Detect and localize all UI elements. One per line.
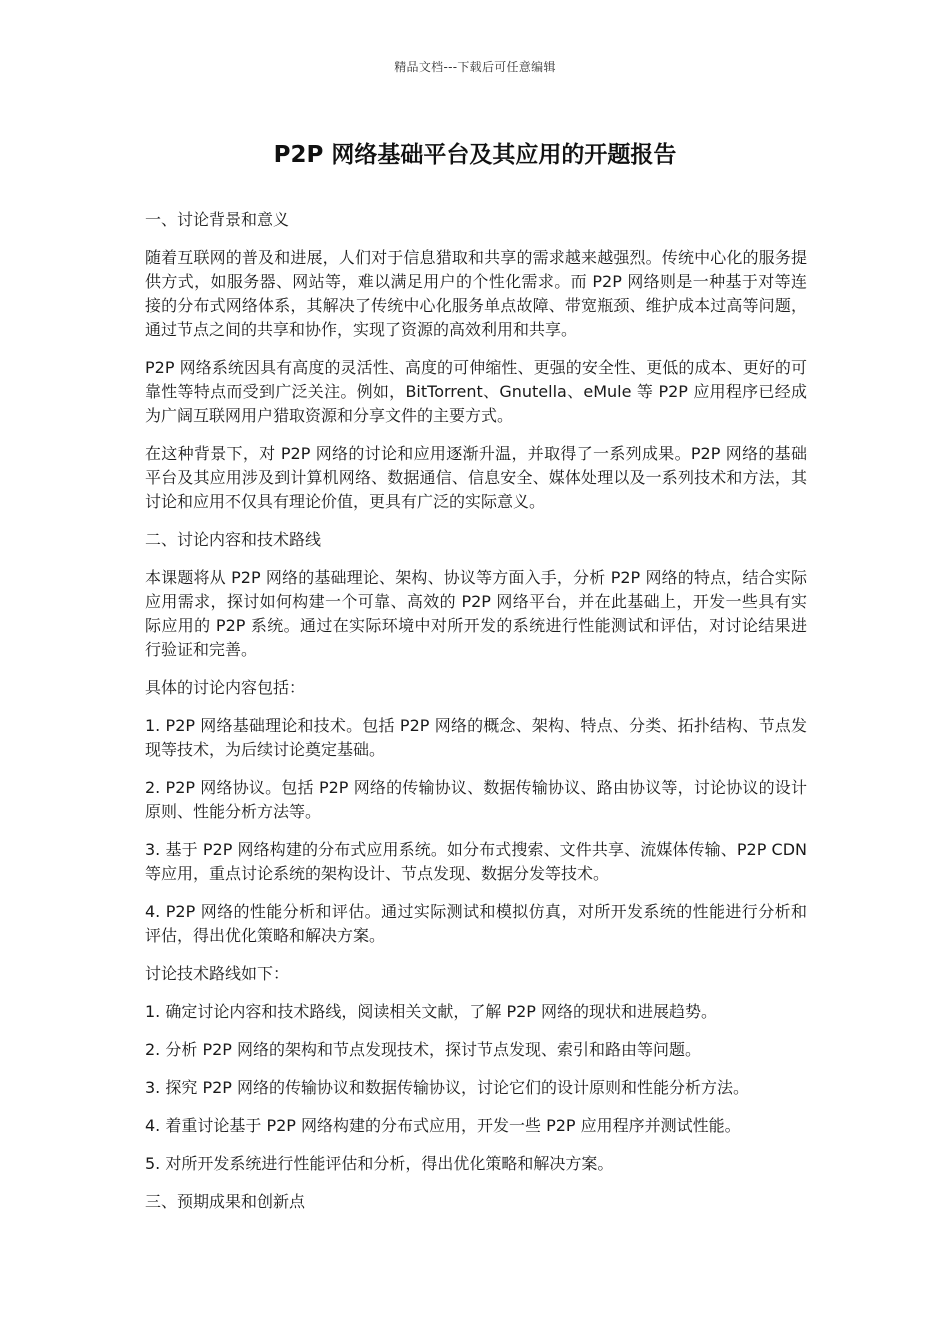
list-item: 4. 着重讨论基于 P2P 网络构建的分布式应用，开发一些 P2P 应用程序并测试性能。 [145,1116,741,1135]
paragraph: 讨论技术路线如下： [145,964,290,983]
paragraph: 具体的讨论内容包括： [145,678,306,697]
document-body [145,208,807,1228]
list-item: 3. 基于 P2P 网络构建的分布式应用系统。如分布式搜索、文件共享、流媒体传输、P2P CDN 等应用，重点讨论系统的架构设计、节点发现、数据分发等技术。 [145,840,807,883]
list-item: 2. P2P 网络协议。包括 P2P 网络的传输协议、数据传输协议、路由协议等，讨论协议的设计原则、性能分析方法等。 [145,778,807,821]
paragraph: P2P 网络系统因具有高度的灵活性、高度的可伸缩性、更强的安全性、更低的成本、更好的可靠性等特点而受到广泛关注。例如，BitTorrent、Gnutella、eMule 等 P2P 应用程序已经成为广阔互联网用户猎取资源和分享文件的主要方式。 [145,358,807,425]
section-heading-3: 三、预期成果和创新点 [145,1192,306,1211]
list-item: 1. P2P 网络基础理论和技术。包括 P2P 网络的概念、架构、特点、分类、拓扑结构、节点发现等技术，为后续讨论奠定基础。 [145,716,807,759]
section-heading-1: 一、讨论背景和意义 [145,210,290,229]
list-item: 3. 探究 P2P 网络的传输协议和数据传输协议，讨论它们的设计原则和性能分析方法。 [145,1078,750,1097]
paragraph: 本课题将从 P2P 网络的基础理论、架构、协议等方面入手，分析 P2P 网络的特点，结合实际应用需求，探讨如何构建一个可靠、高效的 P2P 网络平台，并在此基础上，开发一些具有实际应用的 P2P 系统。通过在实际环境中对所开发的系统进行性能测试和评估，对讨论结果进行验证和完善。 [145,568,807,659]
list-item: 5. 对所开发系统进行性能评估和分析，得出优化策略和解决方案。 [145,1154,614,1173]
page-title: P2P 网络基础平台及其应用的开题报告 [273,142,677,168]
list-item: 1. 确定讨论内容和技术路线，阅读相关文献，了解 P2P 网络的现状和进展趋势。 [145,1002,718,1021]
list-item: 4. P2P 网络的性能分析和评估。通过实际测试和模拟仿真，对所开发系统的性能进行分析和评估，得出优化策略和解决方案。 [145,902,807,945]
header-note: 精品文档---下载后可任意编辑 [394,60,556,74]
list-item: 2. 分析 P2P 网络的架构和节点发现技术，探讨节点发现、索引和路由等问题。 [145,1040,702,1059]
paragraph: 随着互联网的普及和进展，人们对于信息猎取和共享的需求越来越强烈。传统中心化的服务提供方式，如服务器、网站等，难以满足用户的个性化需求。而 P2P 网络则是一种基于对等连接的分布式网络体系，其解决了传统中心化服务单点故障、带宽瓶颈、维护成本过高等问题，通过节点之间的共享和协作，实现了资源的高效利用和共享。 [145,248,807,339]
section-heading-2: 二、讨论内容和技术路线 [145,530,322,549]
paragraph: 在这种背景下，对 P2P 网络的讨论和应用逐渐升温，并取得了一系列成果。P2P 网络的基础平台及其应用涉及到计算机网络、数据通信、信息安全、媒体处理以及一系列技术和方法，其讨论和应用不仅具有理论价值，更具有广泛的实际意义。 [145,444,807,511]
